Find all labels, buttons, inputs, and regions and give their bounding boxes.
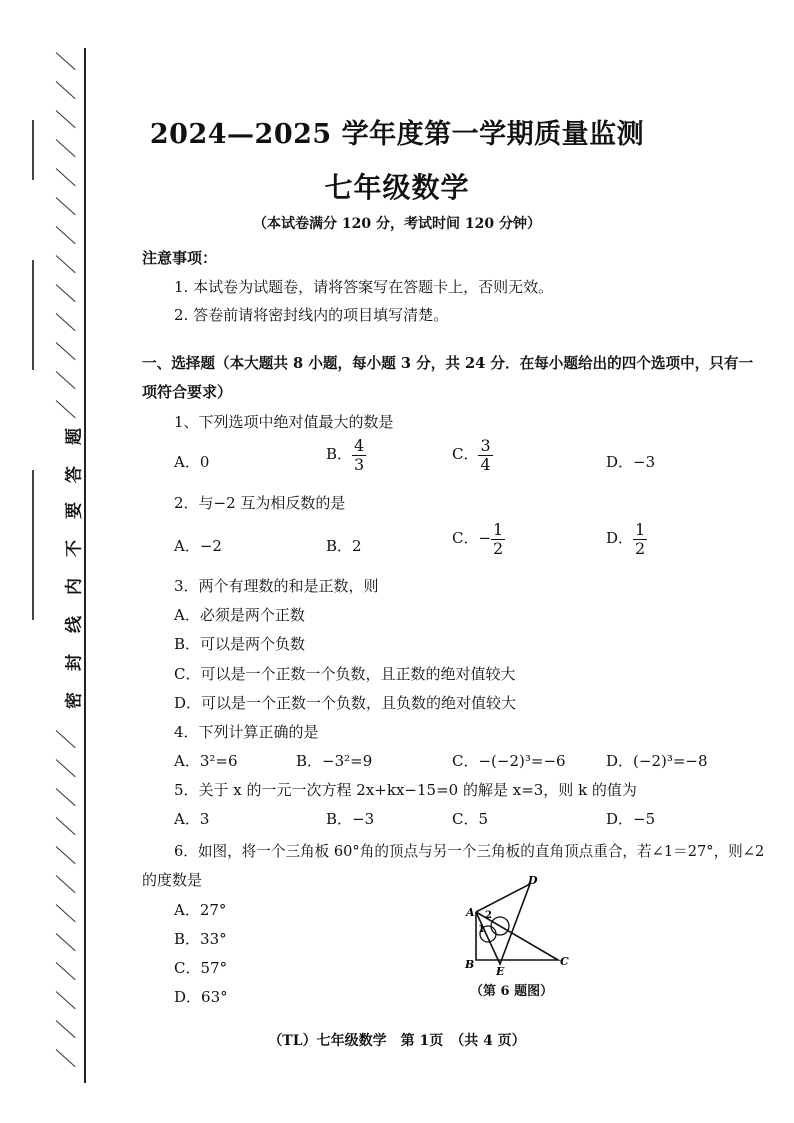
section-heading: 一、选择题（本大题共 8 小题，每小题 3 分，共 24 分．在每小题给出的四个选项中，只有一 [142, 355, 754, 372]
binding-slash-mark [56, 788, 76, 806]
numerator: 3 [480, 436, 491, 455]
option-b: B．2 [326, 537, 362, 555]
binding-slash-mark [56, 1049, 76, 1067]
question-stem: 1、下列选项中绝对值最大的数是 [174, 413, 394, 431]
option-a: A．3 [174, 810, 210, 828]
seal-char: 线 [64, 616, 85, 633]
fraction [491, 521, 505, 557]
binding-slash-mark [56, 313, 76, 331]
binding-slash-mark [56, 342, 76, 360]
page-footer: （TL）七年级数学 第 1页 （共 4 页） [268, 1033, 526, 1049]
option-a: A．0 [174, 453, 210, 471]
option-b: B．−3 [326, 810, 375, 828]
numerator: 1 [493, 520, 504, 539]
binding-slash-mark [56, 52, 76, 70]
binding-slash-mark [56, 904, 76, 922]
denominator: 2 [493, 538, 504, 558]
option-d [606, 521, 647, 557]
option-a: A．27° [174, 901, 227, 919]
point-label-e: E [496, 965, 505, 977]
exam-subject: 七年级数学 [324, 171, 470, 204]
option-d: D．可以是一个正数一个负数，且负数的绝对值较大 [174, 694, 517, 712]
seal-char: 要 [64, 502, 85, 519]
option-d: D．−3 [606, 453, 656, 471]
binding-slash-mark [56, 991, 76, 1009]
option-b: B．−3²=9 [296, 752, 373, 770]
binding-slash-mark [56, 371, 76, 389]
notice-item: 1. 本试卷为试题卷，请将答案写在答题卡上，否则无效。 [174, 278, 554, 296]
option-c: C．可以是一个正数一个负数，且正数的绝对值较大 [174, 665, 516, 683]
exam-title: 2024—2025 学年度第一学期质量监测 [149, 119, 645, 150]
angle-label-2: 2 [485, 910, 492, 921]
point-label-b: B [465, 958, 475, 971]
option-c: C．−(−2)³=−6 [452, 752, 566, 770]
option-label: C． [452, 445, 479, 464]
question-stem-cont: 的度数是 [142, 871, 203, 889]
angle-label-1: 1 [478, 924, 485, 935]
fraction [633, 521, 647, 557]
seal-char: 不 [64, 540, 85, 557]
notice-item: 2. 答卷前请将密封线内的项目填写清楚。 [174, 306, 449, 324]
binding-slash-mark [56, 846, 76, 864]
binding-slash-mark [56, 400, 76, 418]
binding-slash-mark [56, 255, 76, 273]
option-b: B．可以是两个负数 [174, 635, 306, 653]
option-label: B． [326, 445, 353, 464]
option-c: C．5 [452, 810, 489, 828]
binding-slash-mark [56, 933, 76, 951]
denominator: 4 [480, 454, 491, 474]
question-stem: 2．与−2 互为相反数的是 [174, 494, 346, 512]
binding-slash-mark [56, 759, 76, 777]
fraction [478, 437, 492, 473]
exam-info: （本试卷满分 120 分，考试时间 120 分钟） [253, 216, 541, 232]
seal-char: 密 [64, 692, 85, 709]
triangle-figure [458, 872, 578, 977]
option-label: D． [606, 529, 634, 548]
question-stem: 4．下列计算正确的是 [174, 723, 319, 741]
seal-char: 题 [64, 428, 85, 445]
point-label-c: C [560, 955, 569, 968]
option-c: C．57° [174, 959, 228, 977]
option-b [326, 437, 366, 473]
option-label: C．− [452, 529, 492, 548]
option-d: D．−5 [606, 810, 656, 828]
numerator: 4 [354, 436, 365, 455]
seal-char: 封 [64, 654, 85, 671]
fraction [352, 437, 366, 473]
point-label-d: D [528, 874, 538, 887]
notice-heading: 注意事项： [142, 249, 218, 267]
option-b: B．33° [174, 930, 227, 948]
binding-slash-mark [56, 730, 76, 748]
seal-char: 答 [64, 466, 85, 483]
option-a: A．必须是两个正数 [174, 606, 305, 624]
binding-slash-mark [56, 962, 76, 980]
option-d: D．(−2)³=−8 [606, 752, 708, 770]
question-stem: 6．如图，将一个三角板 60°角的顶点与另一个三角板的直角顶点重合，若∠1＝27°，则∠2 [174, 843, 765, 860]
section-heading-cont: 项符合要求） [142, 383, 233, 401]
option-a: A．3²=6 [174, 752, 238, 770]
seal-char: 内 [64, 578, 85, 595]
binding-stub-dash [32, 470, 37, 620]
question-stem: 5．关于 x 的一元一次方程 2x+kx−15=0 的解是 x=3，则 k 的值为 [174, 781, 637, 799]
binding-slash-mark [56, 284, 76, 302]
point-label-a: A [466, 906, 475, 919]
option-a: A．−2 [174, 537, 222, 555]
binding-slash-mark [56, 81, 76, 99]
numerator: 1 [635, 520, 646, 539]
option-d: D．63° [174, 988, 228, 1006]
question-stem: 3．两个有理数的和是正数，则 [174, 577, 379, 595]
figure-caption: （第 6 题图） [470, 984, 554, 999]
denominator: 2 [635, 538, 646, 558]
binding-slash-mark [56, 817, 76, 835]
denominator: 3 [354, 454, 365, 474]
binding-stub-dash [32, 260, 37, 370]
option-c [452, 437, 493, 473]
option-c [452, 521, 505, 557]
binding-slash-mark [56, 875, 76, 893]
